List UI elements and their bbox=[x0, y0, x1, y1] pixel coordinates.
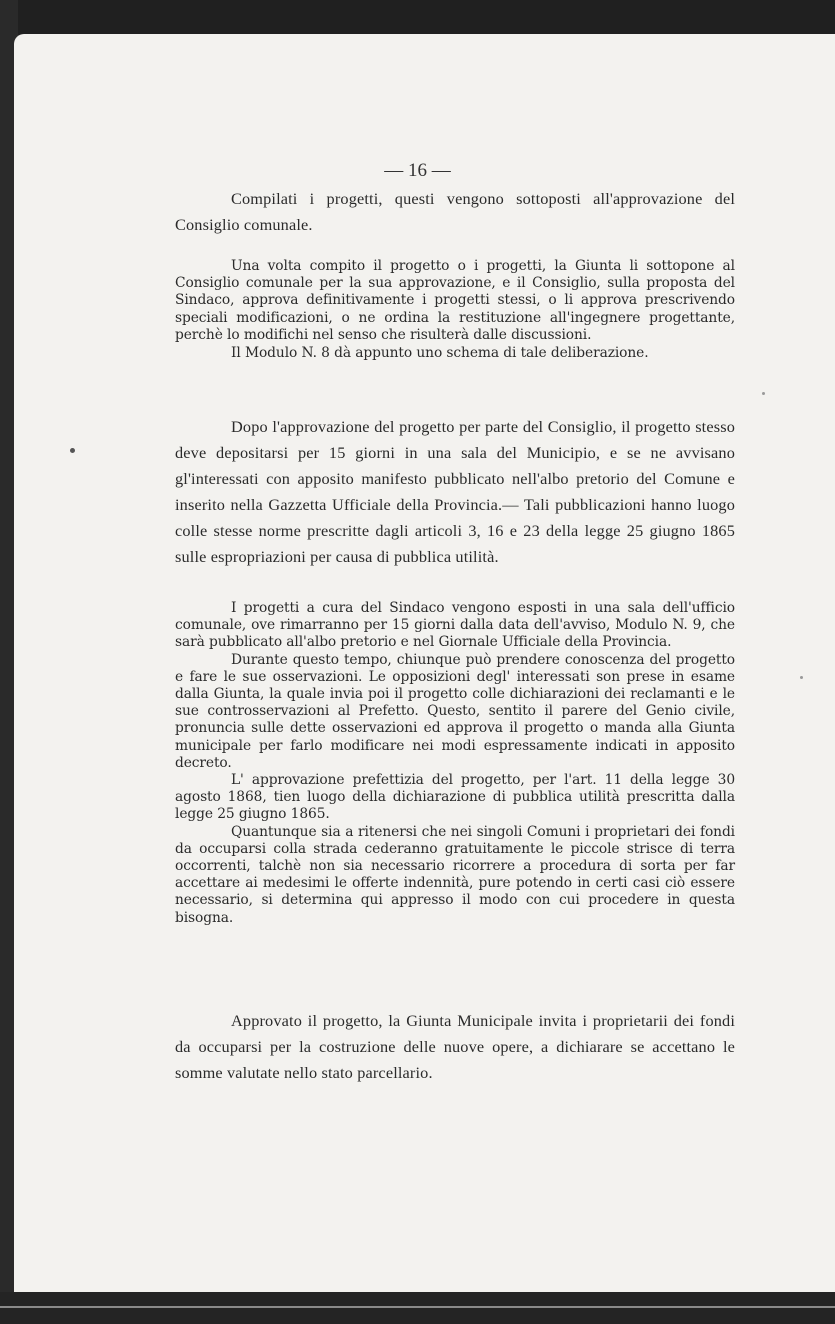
paragraph-9 bbox=[175, 1008, 735, 1086]
paragraph-text: Quantunque sia a ritenersi che nei singoli Comuni i proprietari dei fondi da occuparsi colla strada cederanno gratuitamente le piccole strisce di terra occorrenti, talchè non sia necessario ricorrere a procedura di sorta per far accettare ai medesimi le offerte indennità, pure potendo in certi casi ciò essere necessario, si determina qui appresso il modo con cui procedere in questa bisogna. bbox=[175, 823, 735, 926]
paragraph-1 bbox=[175, 186, 735, 238]
scan-speck bbox=[800, 676, 803, 679]
paragraph-text: Una volta compito il progetto o i progetti, la Giunta li sottopone al Consiglio comunale per la sua approvazione, e il Consiglio, sulla proposta del Sindaco, approva definitivamente i progetti stessi, o li approva prescrivendo speciali modificazioni, o ne ordina la restituzione all'ingegnere progettante, perchè lo modifichi nel senso che risulterà dalle discussioni. bbox=[175, 258, 735, 343]
paragraph-group-5 bbox=[175, 600, 735, 927]
scan-bottom-border bbox=[0, 1292, 835, 1324]
paragraph-text: Compilati i progetti, questi vengono sottoposti all'approvazione del Consiglio comunale. bbox=[175, 189, 735, 234]
scan-bottom-line bbox=[0, 1306, 835, 1308]
paragraph-text: Dopo l'approvazione del progetto per parte del Consiglio, il progetto stesso deve depositarsi per 15 giorni in una sala del Municipio, e se ne avvisano gl'interessati con apposito manifesto pubblicato nell'albo pretorio del Comune e inserito nella Gazzetta Ufficiale della Provincia.— Tali pubblicazioni hanno luogo colle stesse norme prescritte dagli articoli 3, 16 e 23 della legge 25 giugno 1865 sulle espropriazioni per causa di pubblica utilità. bbox=[175, 417, 735, 566]
paragraph-text: Durante questo tempo, chiunque può prendere conoscenza del progetto e fare le sue osservazioni. Le opposizioni degl' interessati son prese in esame dalla Giunta, la quale invia poi il progetto colle dichiarazioni dei reclamanti e le sue controsservazioni al Prefetto. Questo, sentito il parere del Genio civile, pronuncia sulle dette osservazioni ed approva il progetto o manda alla Giunta municipale per farlo modificare nei modi espressamente indicati in apposito decreto. bbox=[175, 651, 735, 771]
paragraph-text: Approvato il progetto, la Giunta Municipale invita i proprietarii dei fondi da occuparsi per la costruzione delle nuove opere, a dichiarare se accettano le somme valutate nello stato parcellario. bbox=[175, 1011, 735, 1082]
scan-speck bbox=[70, 448, 75, 453]
scan-top-border bbox=[0, 0, 835, 36]
paragraph-text: L' approvazione prefettizia del progetto, per l'art. 11 della legge 30 agosto 1868, tien luogo della dichiarazione di pubblica utilità prescritta dalla legge 25 giugno 1865. bbox=[175, 772, 735, 823]
scan-speck bbox=[762, 392, 765, 395]
paragraph-group-2 bbox=[175, 258, 735, 362]
paragraph-4 bbox=[175, 414, 735, 570]
paragraph-text: I progetti a cura del Sindaco vengono esposti in una sala dell'ufficio comunale, ove rimarranno per 15 giorni dalla data dell'avviso, Modulo N. 9, che sarà pubblicato all'albo pretorio e nel Giornale Ufficiale della Provincia. bbox=[175, 600, 735, 651]
paragraph-text: Il Modulo N. 8 dà appunto uno schema di tale deliberazione. bbox=[231, 345, 649, 362]
page-number: — 16 — bbox=[384, 160, 451, 181]
